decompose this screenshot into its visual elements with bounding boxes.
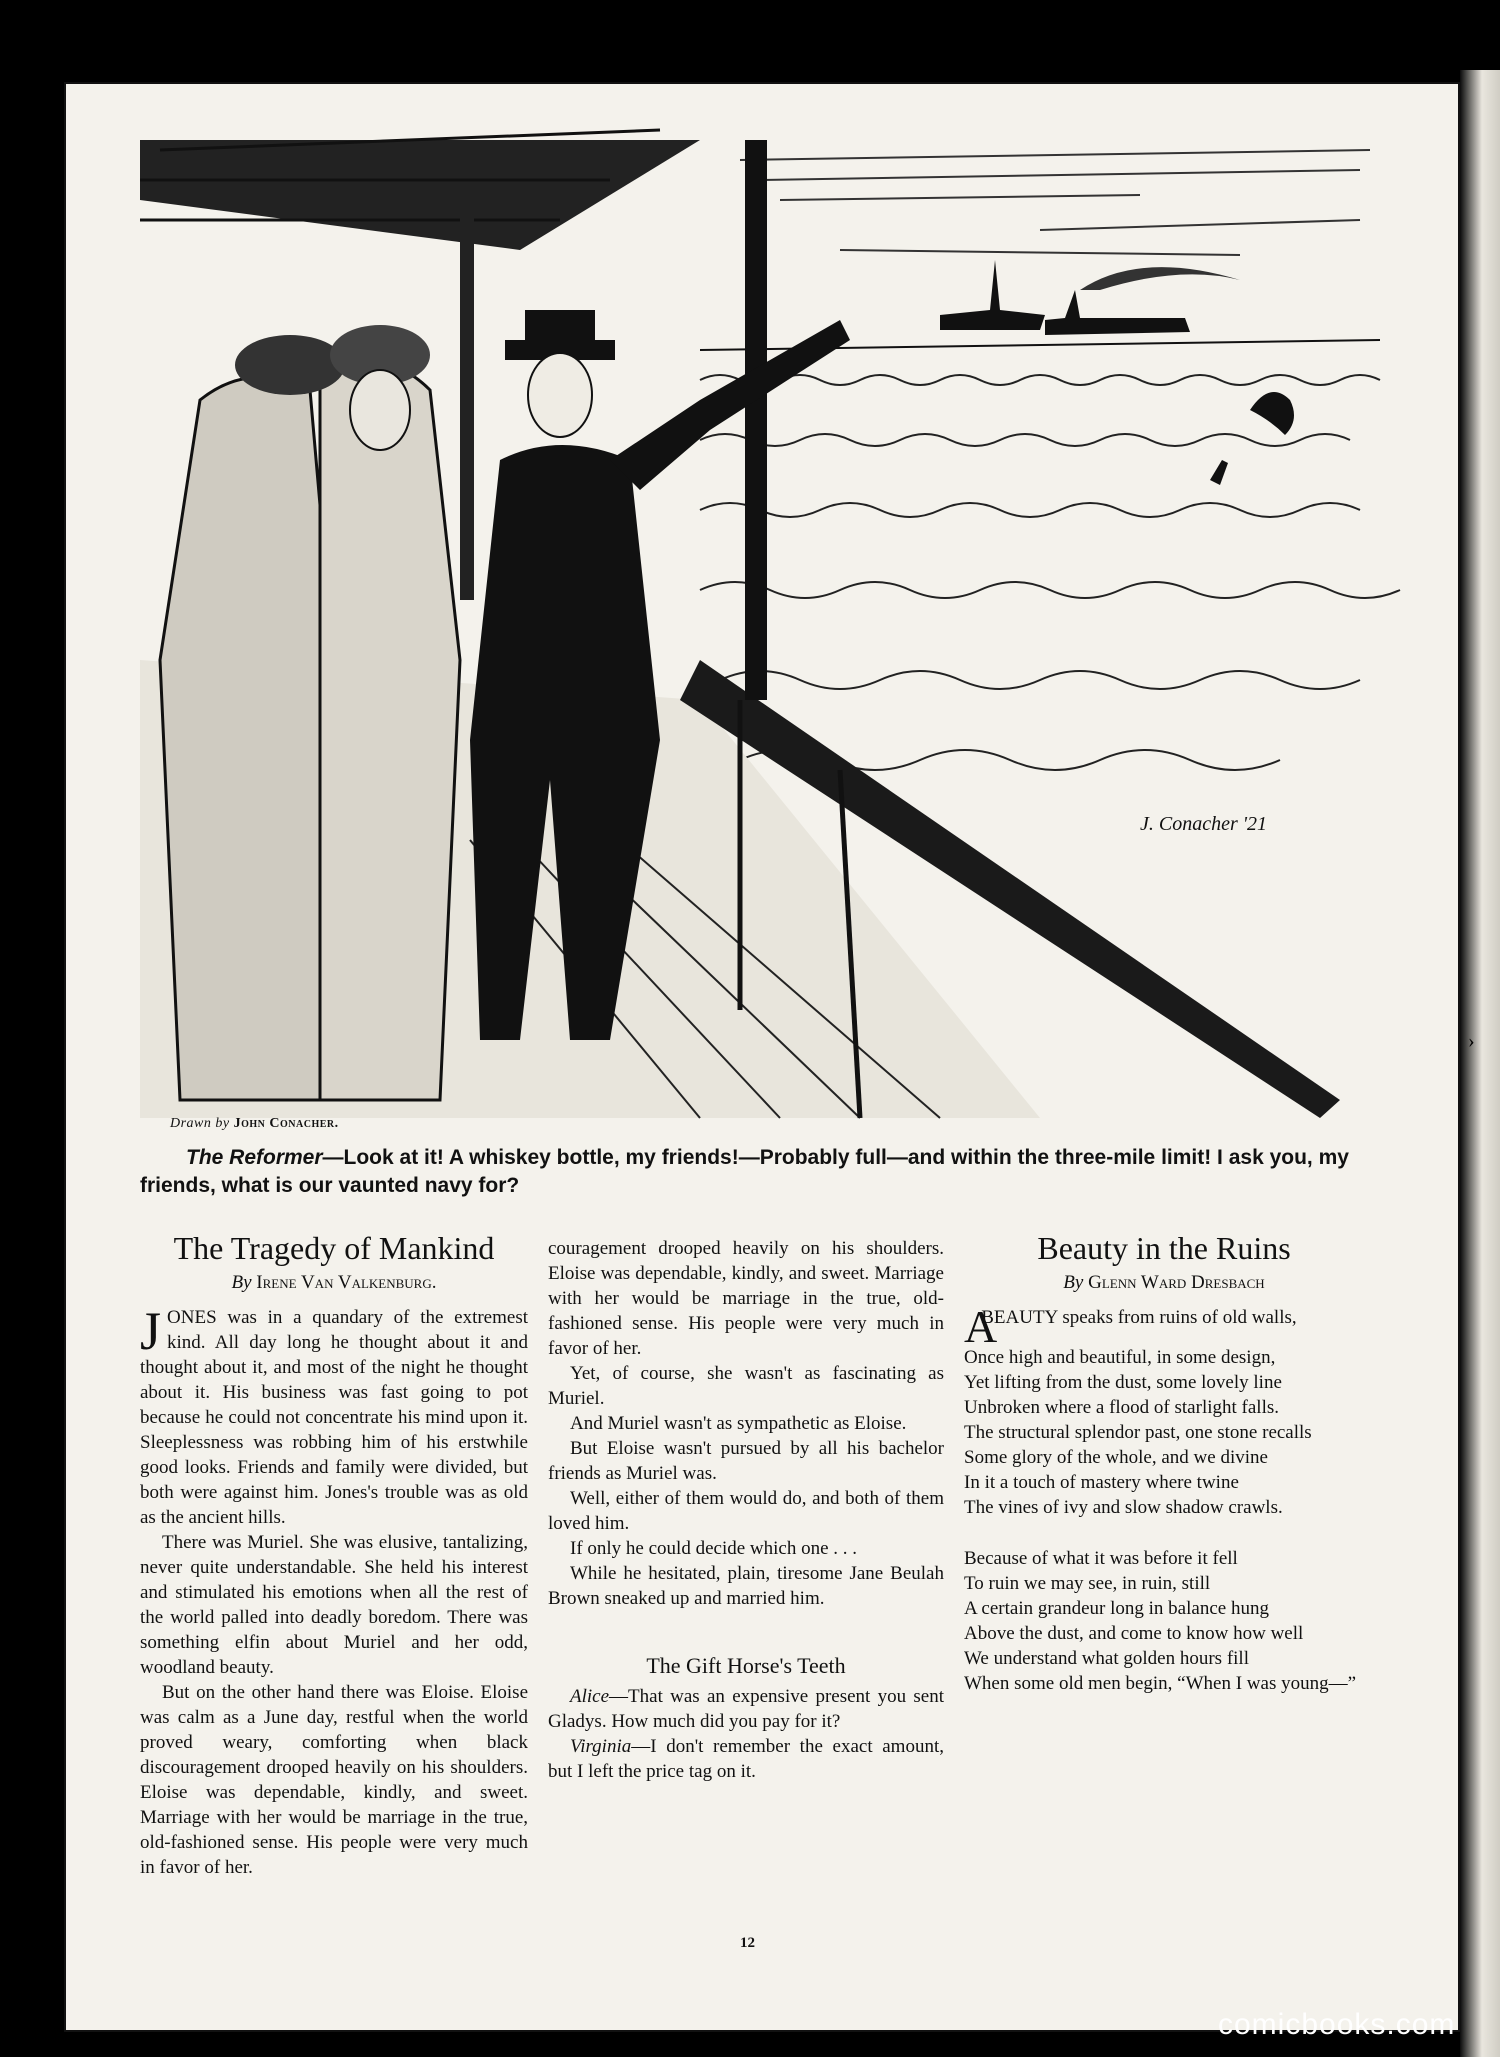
- byline-prefix: By: [231, 1272, 252, 1293]
- caption-speaker: The Reformer: [186, 1146, 323, 1169]
- poem-line: In it a touch of mastery where twine: [964, 1472, 1239, 1493]
- joke-text: —That was an expensive present you sent Gladys. How much did you pay for it?: [548, 1686, 944, 1732]
- story-column-1: [140, 1230, 528, 1878]
- joke-speaker: Alice: [570, 1686, 610, 1707]
- story-byline: [140, 1270, 528, 1295]
- poem-line: To ruin we may see, in ruin, still: [964, 1573, 1211, 1594]
- poem-line: When some old men begin, “When I was young—”: [964, 1673, 1357, 1694]
- credit-prefix: Drawn by: [170, 1116, 230, 1131]
- story-paragraph: Yet, of course, she wasn't as fascinating as Muriel.: [548, 1363, 944, 1409]
- story-column-2: [548, 1236, 944, 1784]
- story-author: Irene Van Valkenburg.: [256, 1272, 437, 1293]
- poem-line: Some glory of the whole, and we divine: [964, 1447, 1268, 1468]
- page-number: 12: [740, 1935, 755, 1951]
- joke-title: The Gift Horse's Teeth: [646, 1653, 846, 1678]
- caption-text: —Look at it! A whiskey bottle, my friends!—Probably full—and within the three-mile limit! I ask you, my friends, what is our vaunted navy for?: [140, 1146, 1349, 1197]
- story-paragraph: Well, either of them would do, and both of them loved him.: [548, 1488, 944, 1534]
- poem-line: Because of what it was before it fell: [964, 1548, 1238, 1569]
- story-text: ONES was in a quandary of the extremest kind. All day long he thought about it and thought about it, and most of the night he thought about it. His business was fast going to pot because he could not concentrate his mind upon it. Sleeplessness was robbing him of his erstwhile good looks. Friends and family were divided, but both were against him. Jones's trouble was as old as the ancient hills.: [140, 1307, 528, 1528]
- adjacent-page-edge: [1460, 70, 1500, 2057]
- poem-line: A certain grandeur long in balance hung: [964, 1598, 1269, 1619]
- story-paragraph: But Eloise wasn't pursued by all his bachelor friends as Muriel was.: [548, 1438, 944, 1484]
- story-paragraph: There was Muriel. She was elusive, tantalizing, never quite understandable. She held his interest and stimulated his emotions when all the rest of the world palled into deadly boredom. There was something elfin about Muriel and her odd, woodland beauty.: [140, 1532, 528, 1678]
- artist-signature: J. Conacher '21: [1140, 813, 1268, 835]
- drop-cap: A: [964, 1301, 998, 1352]
- credit-artist: John Conacher.: [233, 1116, 339, 1131]
- story-paragraph-continued: couragement drooped heavily on his shoulders. Eloise was dependable, kindly, and sweet. Marriage with her would be marriage in the true, old-fashioned sense. His people were very much in favor of her.: [548, 1238, 944, 1359]
- byline-prefix: By: [1063, 1272, 1084, 1293]
- poem-line: The vines of ivy and slow shadow crawls.: [964, 1497, 1283, 1518]
- poem-line: The structural splendor past, one stone recalls: [964, 1422, 1312, 1443]
- poem-byline: [964, 1270, 1364, 1295]
- story-paragraph: And Muriel wasn't as sympathetic as Eloise.: [570, 1413, 907, 1434]
- poem-author: Glenn Ward Dresbach: [1088, 1272, 1265, 1293]
- poem-line: Once high and beautiful, in some design,: [964, 1347, 1276, 1368]
- story-paragraph: If only he could decide which one . . .: [570, 1538, 858, 1559]
- story-paragraph: While he hesitated, plain, tiresome Jane Beulah Brown sneaked up and married him.: [548, 1563, 944, 1609]
- story-paragraph: But on the other hand there was Eloise. Eloise was calm as a June day, restful when the world proved weary, comforting when black discouragement drooped heavily on his shoulders. Eloise was dependable, kindly, and sweet. Marriage with her would be marriage in the true, old-fashioned sense. His people were very much in favor of her.: [140, 1682, 528, 1878]
- story-title: The Tragedy of Mankind: [173, 1230, 495, 1266]
- poem-line: We understand what golden hours fill: [964, 1648, 1249, 1669]
- poem-title: Beauty in the Ruins: [1037, 1230, 1291, 1266]
- stanza-break: [964, 1520, 1364, 1546]
- poem-text: BEAUTY speaks from ruins of old walls,: [981, 1307, 1297, 1328]
- joke-line: [548, 1734, 944, 1784]
- cartoon-caption: [140, 1144, 1370, 1200]
- cartoon-illustration: [140, 140, 1380, 1118]
- poem-line: Yet lifting from the dust, some lovely line: [964, 1372, 1282, 1393]
- poem-line: [964, 1301, 1364, 1352]
- poem-line: Above the dust, and come to know how well: [964, 1623, 1304, 1644]
- joke-speaker: Virginia: [570, 1736, 632, 1757]
- site-watermark: comicbooks.com: [1218, 2008, 1456, 2041]
- drop-cap: J: [140, 1301, 162, 1361]
- poem-line: Unbroken where a flood of starlight falls.: [964, 1397, 1279, 1418]
- poem-column: [964, 1230, 1364, 1696]
- story-paragraph: [140, 1301, 528, 1530]
- joke-line: [548, 1684, 944, 1734]
- illustration-credit: [170, 1116, 339, 1132]
- joke-text: —I don't remember the exact amount, but I left the price tag on it.: [548, 1736, 944, 1782]
- page-edge-arrow-icon: ›: [1468, 1030, 1475, 1052]
